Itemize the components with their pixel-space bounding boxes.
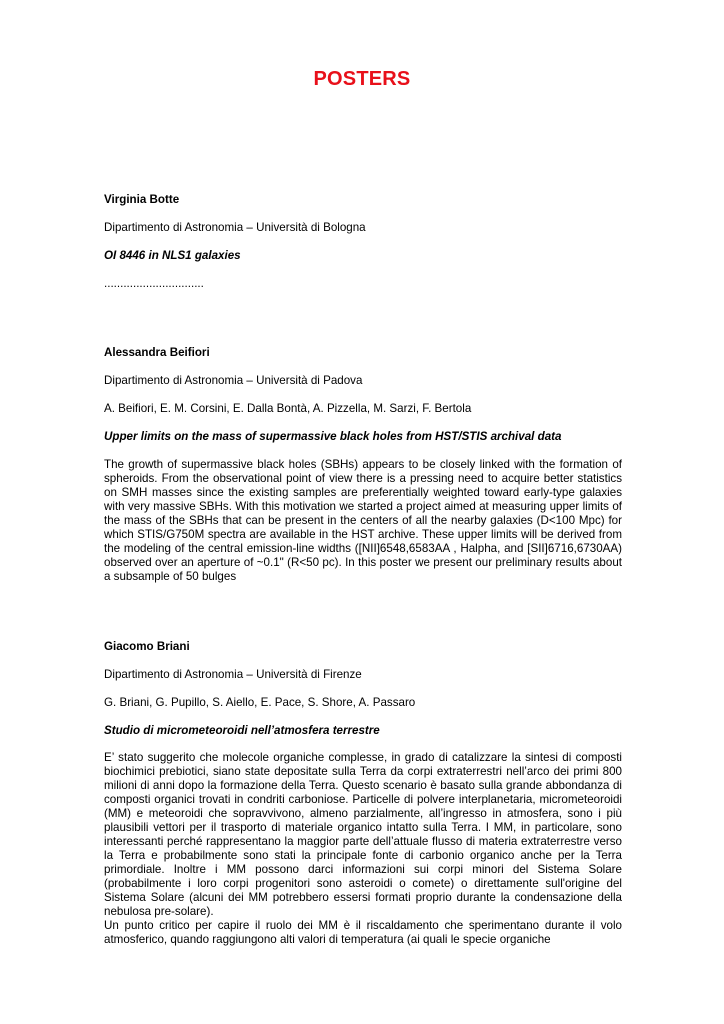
poster-3-abstract-paragraph-1: E’ stato suggerito che molecole organiche complesse, in grado di catalizzare la sintesi di composti biochimici prebiotici, siano state depositate sulla Terra da corpi extraterrestri nell’arco dei primi 800 milioni di anni dopo la formazione della Terra. Questo scenario è basato sulla grande abbondanza di composti organici trovati in condriti carboniose. Particelle di polvere interplanetaria, micrometeoroidi (MM) e meteoroidi che sopravvivono, almeno parzialmente, all’ingresso in atmosfera, sono i più plausibili vettori per il trasporto di materiale organico intatto sulla Terra. I MM, in particolare, sono interessanti perché rappresentano la maggior parte dell’attuale flusso di materia extraterrestre verso la Terra e probabilmente sono stati la principale fonte di carbonio organico anche per la Terra primordiale. Inoltre i MM possono darci informazioni sui corpi minori del Sistema Solare (probabilmente i loro corpi progenitori sono asteroidi o comete) o direttamente sull'origine del Sistema Solare (alcuni dei MM potrebbero essersi formati proprio durante la condensazione della nebulosa pre-solare).	[104, 751, 622, 918]
poster-1-affiliation: Dipartimento di Astronomia – Università di Bologna	[104, 221, 366, 234]
poster-3-title: Studio di micrometeoroidi nell’atmosfera terrestre	[104, 724, 380, 737]
poster-2-authors: A. Beifiori, E. M. Corsini, E. Dalla Bontà, A. Pizzella, M. Sarzi, F. Bertola	[104, 402, 472, 415]
poster-1-title: OI 8446 in NLS1 galaxies	[104, 249, 241, 262]
poster-2-affiliation: Dipartimento di Astronomia – Università di Padova	[104, 374, 363, 387]
poster-3-authors: G. Briani, G. Pupillo, S. Aiello, E. Pace, S. Shore, A. Passaro	[104, 696, 416, 709]
poster-3-abstract-paragraph-2: Un punto critico per capire il ruolo dei MM è il riscaldamento che sperimentano durante il volo atmosferico, quando raggiungono alti valori di temperatura (ai quali le specie organiche	[104, 919, 622, 946]
poster-3-author-name: Giacomo Briani	[104, 640, 190, 653]
page-title: POSTERS	[313, 68, 411, 90]
poster-1-placeholder: ...............................	[104, 277, 204, 290]
poster-2-title: Upper limits on the mass of supermassive black holes from HST/STIS archival data	[104, 430, 562, 443]
poster-2-author-name: Alessandra Beifiori	[104, 346, 210, 359]
poster-3-affiliation: Dipartimento di Astronomia – Università di Firenze	[104, 668, 362, 681]
poster-1-author-name: Virginia Botte	[104, 193, 180, 206]
poster-2-abstract: The growth of supermassive black holes (SBHs) appears to be closely linked with the formation of spheroids. From the observational point of view there is a pressing need to acquire better statistics on SMH masses since the existing samples are preferentially weighted toward early-type galaxies with very massive SBHs. With this motivation we started a project aimed at measuring upper limits of the mass of the SBHs that can be present in the centers of all the nearby galaxies (D<100 Mpc) for which STIS/G750M spectra are available in the HST archive. These upper limits will be derived from the modeling of the central emission-line widths ([NII]6548,6583AA , Halpha, and [SII]6716,6730AA) observed over an aperture of ~0.1" (R<50 pc). In this poster we present our preliminary results about a subsample of 50 bulges	[104, 458, 622, 583]
poster-3-abstract	[104, 751, 622, 947]
